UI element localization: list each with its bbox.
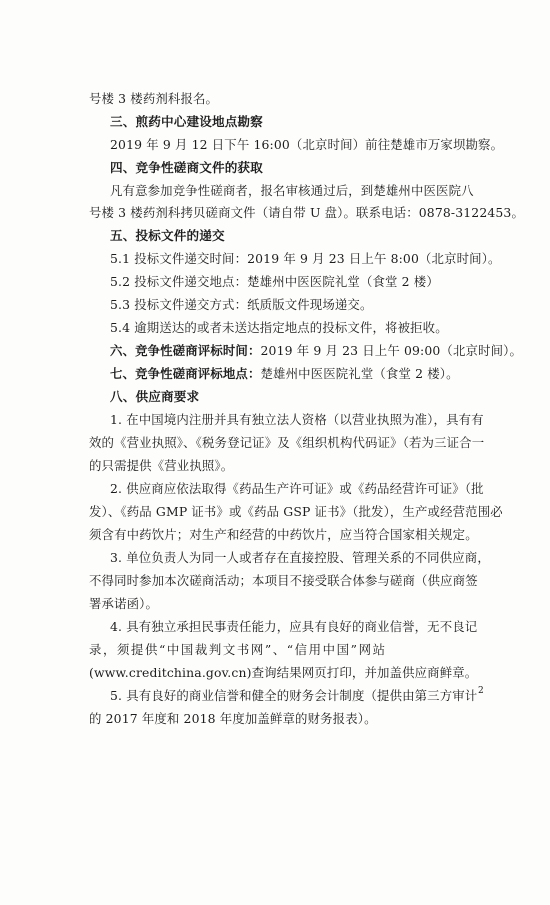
- page-number: 2: [478, 686, 484, 696]
- text-line: 不得同时参加本次磋商活动；本项目不接受联合体参与磋商（供应商签: [89, 573, 478, 588]
- text-line: 凡有意参加竞争性磋商者，报名审核通过后，到楚雄州中医医院八: [110, 183, 474, 198]
- text-line: 5.2 投标文件递交地点：楚雄州中医医院礼堂（食堂 2 楼）: [110, 274, 439, 289]
- text-line: (www.creditchina.gov.cn)查询结果网页打印，并加盖供应商鲜章。: [89, 665, 478, 680]
- text-line: 效的《营业执照》、《税务登记证》及《组织机构代码证》（若为三证合一: [89, 435, 485, 450]
- text-line: 4. 具有独立承担民事责任能力，应具有良好的商业信誉，无不良记: [110, 619, 478, 634]
- section-line-6: [110, 343, 522, 359]
- section-value-7: 楚雄州中医医院礼堂（食堂 2 楼）。: [260, 366, 459, 381]
- text-line: 5.4 逾期送达的或者未送达指定地点的投标文件，将被拒收。: [110, 320, 448, 335]
- text-line: 须含有中药饮片；对生产和经营的中药饮片，应当符合国家相关规定。: [89, 527, 478, 542]
- text-line: 5. 具有良好的商业信誉和健全的财务会计制度（提供由第三方审计: [110, 688, 478, 703]
- section-heading-3: 三、煎药中心建设地点勘察: [110, 114, 263, 129]
- section-heading-8: 八、供应商要求: [110, 389, 200, 404]
- text-line: 号楼 3 楼药剂科报名。: [89, 91, 219, 106]
- text-line: 5.3 投标文件递交方式：纸质版文件现场递交。: [110, 297, 373, 312]
- section-line-7: [110, 366, 459, 382]
- text-line: 发）、《药品 GMP 证书》或《药品 GSP 证书》（批发），生产或经营范围必: [89, 504, 503, 519]
- text-line: 录，须提供“中国裁判文书网”、“信用中国”网站: [89, 642, 387, 657]
- text-line: 2019 年 9 月 12 日下午 16:00（北京时间）前往楚雄市万家坝勘察。: [110, 137, 504, 152]
- text-line: 2. 供应商应依法取得《药品生产许可证》或《药品经营许可证》（批: [110, 481, 484, 496]
- section-heading-7: 七、竞争性磋商评标地点：: [110, 366, 261, 381]
- text-line: 5.1 投标文件递交时间：2019 年 9 月 23 日上午 8:00（北京时间）。: [110, 251, 501, 266]
- text-line: 3. 单位负责人为同一人或者存在直接控股、管理关系的不同供应商，: [110, 550, 490, 565]
- text-line: 号楼 3 楼药剂科拷贝磋商文件（请自带 U 盘）。联系电话：0878-3122453。: [89, 205, 524, 220]
- section-value-6: 2019 年 9 月 23 日上午 09:00（北京时间）。: [260, 343, 523, 358]
- section-heading-6: 六、竞争性磋商评标时间：: [110, 343, 261, 358]
- text-line: 1. 在中国境内注册并具有独立法人资格（以营业执照为准），具有有: [110, 412, 484, 427]
- text-line: 署承诺函）。: [89, 596, 159, 611]
- text-line: 的 2017 年度和 2018 年度加盖鲜章的财务报表）。: [89, 711, 377, 726]
- text-line: 的只需提供《营业执照》。: [89, 458, 234, 473]
- section-heading-5: 五、投标文件的递交: [110, 228, 225, 243]
- section-heading-4: 四、竞争性磋商文件的获取: [110, 160, 263, 175]
